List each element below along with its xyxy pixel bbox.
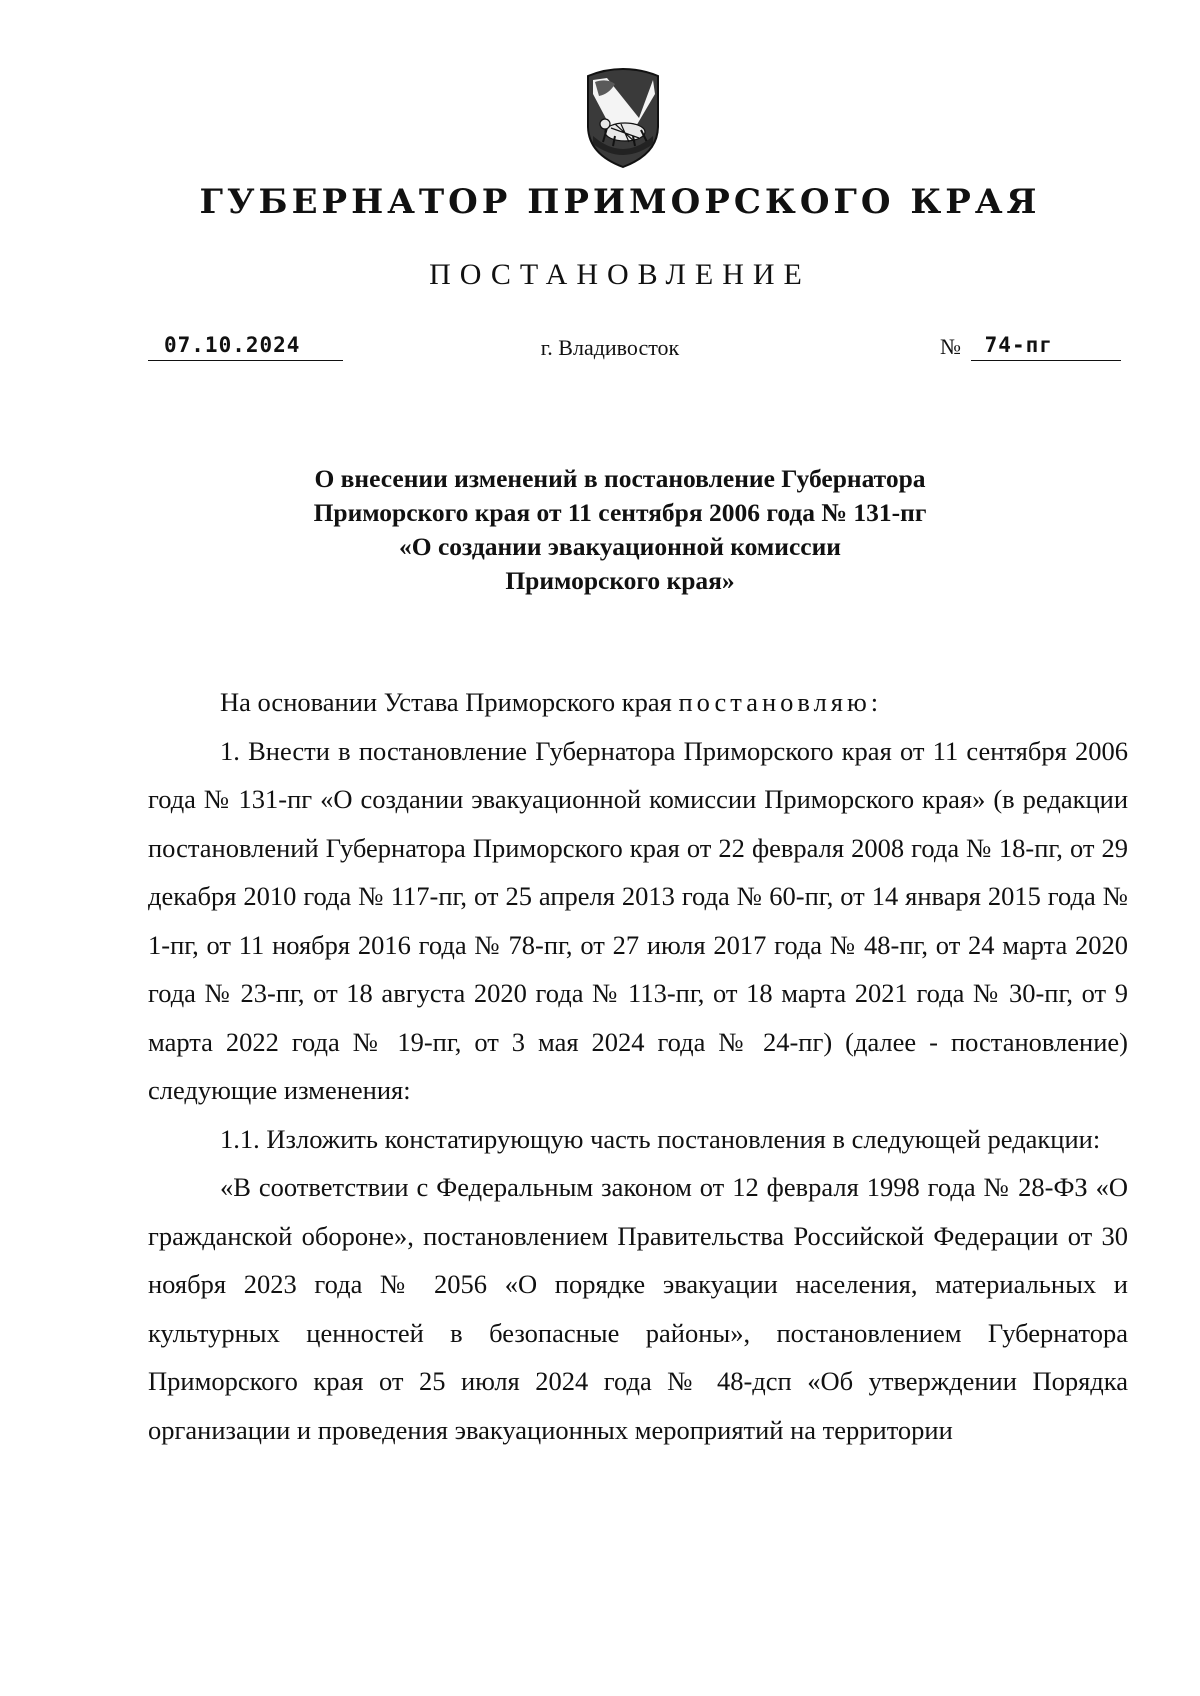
title-line: Приморского края от 11 сентября 2006 года № 131-пг [313, 498, 927, 527]
paragraph-item-1-1: 1.1. Изложить констатирующую часть постановления в следующей редакции: [220, 1123, 1101, 1154]
issuing-authority: ГУБЕРНАТОР ПРИМОРСКОГО КРАЯ [199, 182, 1041, 222]
title-line: «О создании эвакуационной комиссии [399, 532, 841, 561]
document-date: 07.10.2024 [148, 330, 343, 361]
document-body [148, 678, 1128, 1454]
title-line: О внесении изменений в постановление Губернатора [314, 464, 926, 493]
preamble-text: На основании Устава Приморского края [220, 687, 679, 717]
paragraph-preamble [148, 678, 1128, 727]
primorsky-krai-coat-of-arms-icon [585, 66, 661, 170]
document-type: ПОСТАНОВЛЕНИЕ [429, 258, 811, 291]
number-sign: № [940, 334, 961, 359]
paragraph-item-1: 1. Внести в постановление Губернатора Приморского края от 11 сентября 2006 года № 131-пг «О создании эвакуационной комиссии Приморского края» (в редакции постановлений Губернатора Приморского края от 22 февраля 2008 года № 18-пг, от 29 декабря 2010 года № 117-пг, от 25 апреля 2013 года № 60-пг, от 14 января 2015 года № 1-пг, от 11 ноября 2016 года № 78-пг, от 27 июля 2017 года № 48-пг, от 24 марта 2020 года № 23-пг, от 18 августа 2020 года № 113-пг, от 18 марта 2021 года № 30-пг, от 9 марта 2022 года № 19-пг, от 3 мая 2024 года № 24-пг) (далее - постановление) следующие изменения: [148, 735, 1128, 1105]
paragraph-quoted-preamble: «В соответствии с Федеральным законом от 12 февраля 1998 года № 28-ФЗ «О гражданской обороне», постановлением Правительства Российской Федерации от 30 ноября 2023 года № 2056 «О порядке эвакуации населения, материальных и культурных ценностей в безопасные районы», постановлением Губернатора Приморского края от 25 июля 2024 года № 48-дсп «Об утверждении Порядка организации и проведения эвакуационных мероприятий на территории [148, 1172, 1128, 1445]
document-city: г. Владивосток [540, 335, 680, 360]
document-title [200, 462, 1040, 598]
title-line: Приморского края» [505, 566, 735, 595]
document-number-value: 74-пг [984, 333, 1053, 357]
document-number [971, 330, 1121, 361]
resolve-word: постановляю: [678, 687, 883, 717]
document-number-block [940, 330, 1121, 363]
